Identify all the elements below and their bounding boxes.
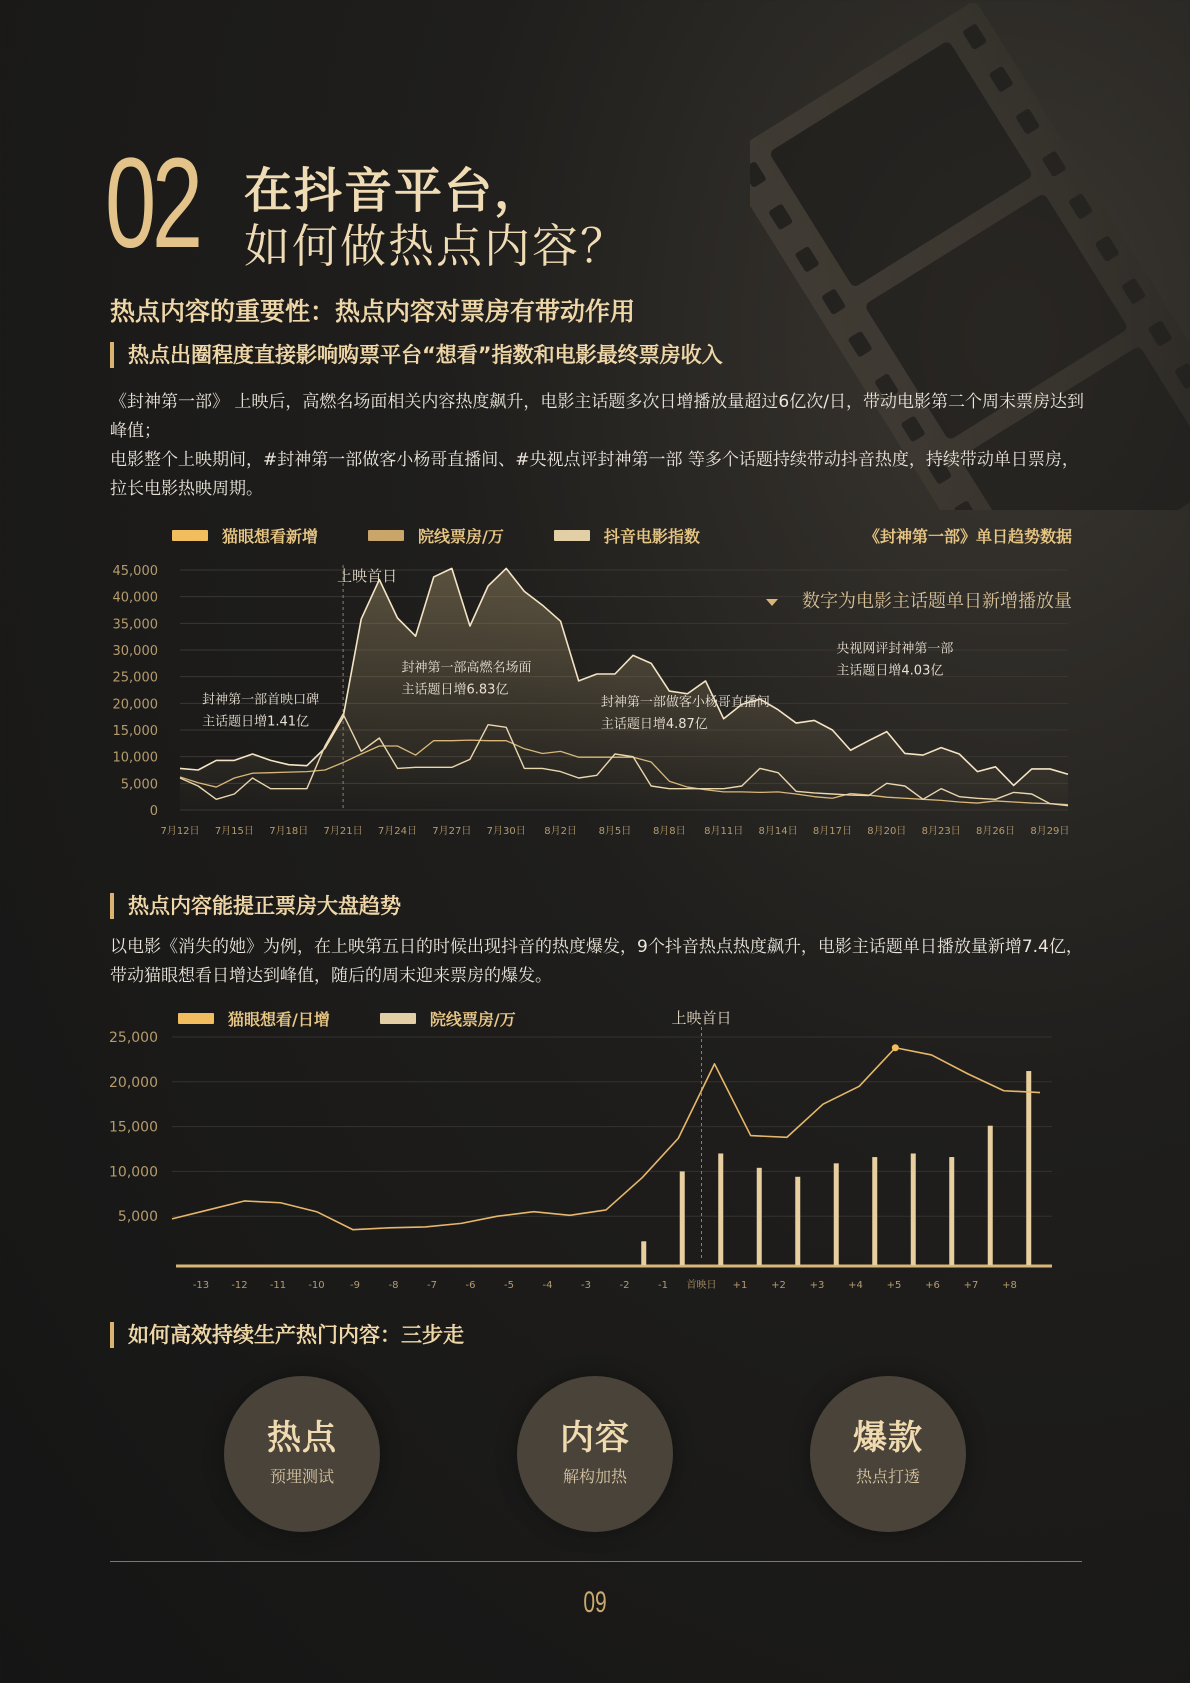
- chart2-y-tick-label: 20,000: [109, 1074, 158, 1091]
- step-title: 热点: [267, 1418, 337, 1458]
- chart2-x-tick-label: 首映日: [686, 1280, 717, 1291]
- chart1-annotation-text: 主话题日增4.03亿: [836, 663, 944, 679]
- chart2-x-tick-label: +8: [1002, 1280, 1017, 1291]
- chart2-y-tick-label: 25,000: [109, 1030, 158, 1046]
- section-title-line2: 如何做热点内容？: [244, 219, 628, 273]
- legend-swatch: [172, 530, 208, 541]
- chart1-annotation-text: 主话题日增1.41亿: [202, 714, 310, 730]
- chart2-x-tick-label: -3: [581, 1280, 591, 1291]
- chart1-x-tick-label: 7月15日: [214, 826, 254, 837]
- chart2-x-tick-label: -11: [269, 1280, 287, 1291]
- chart2-bar: [641, 1241, 646, 1265]
- chart1-y-tick-label: 15,000: [112, 724, 158, 739]
- chart1-x-tick-label: 8月2日: [544, 826, 577, 837]
- chart2-x-tick-label: -10: [308, 1280, 325, 1291]
- subheading-1: 热点出圈程度直接影响购票平台“想看”指数和电影最终票房收入: [110, 342, 723, 368]
- chart2-bar: [834, 1163, 839, 1265]
- chart1-x-tick-label: 8月23日: [921, 826, 961, 837]
- chart1-annotation-text: 主话题日增4.87亿: [600, 717, 708, 732]
- step-subtitle: 预埋测试: [269, 1467, 334, 1486]
- legend-swatch: [554, 530, 590, 541]
- chart1-x-tick-label: 8月17日: [812, 826, 852, 837]
- legend-swatch: [368, 530, 404, 541]
- chart1-release-marker-label: 上映首日: [337, 567, 398, 585]
- chart2-x-tick-label: +6: [925, 1280, 940, 1291]
- chart2-x-tick-label: +2: [771, 1280, 786, 1291]
- chart1-x-tick-label: 7月30日: [486, 826, 526, 837]
- chart1-y-tick-label: 30,000: [112, 644, 158, 659]
- step-title: 爆款: [853, 1418, 923, 1458]
- chart1-title: 《封神第一部》单日趋势数据: [863, 527, 1072, 546]
- legend-item: [368, 524, 504, 547]
- legend-item: [172, 524, 318, 547]
- legend-label: 院线票房/万: [418, 527, 504, 546]
- chart1-x-tick-label: 8月11日: [704, 826, 744, 837]
- chart2-peak-point: [892, 1044, 899, 1051]
- chart2-x-tick-label: -5: [504, 1280, 514, 1291]
- chart2-x-tick-label: -4: [542, 1280, 553, 1291]
- subheading-2: 热点内容能提正票房大盘趋势: [110, 893, 401, 919]
- chart1-svg: [0, 550, 1190, 845]
- step-circle-hit: [810, 1376, 966, 1532]
- chart1-y-tick-label: 35,000: [112, 617, 158, 633]
- chart2-x-tick-label: +5: [886, 1280, 902, 1291]
- chart1-annotation-text: 主话题日增6.83亿: [401, 682, 509, 698]
- chart1-x-tick-label: 7月27日: [432, 826, 472, 837]
- chart1-x-tick-label: 8月29日: [1030, 826, 1070, 837]
- legend-label: 猫眼想看新增: [222, 527, 319, 546]
- chart2-x-tick-label: -2: [619, 1280, 630, 1291]
- step-title: 内容: [560, 1418, 630, 1458]
- chart1-x-tick-label: 7月24日: [377, 826, 418, 837]
- chart1-y-tick-label: 0: [149, 804, 158, 819]
- chart1-y-tick-label: 5,000: [120, 777, 158, 793]
- step-circle-hotspot: [224, 1376, 380, 1532]
- chart2-x-tick-label: -6: [465, 1280, 476, 1291]
- chart1-legend: [172, 524, 750, 547]
- chart1-x-tick-label: 8月5日: [598, 826, 632, 837]
- chart2-x-tick-label: -12: [231, 1280, 248, 1291]
- chart2-svg: [0, 1005, 1190, 1300]
- chart1-annotation-text: 央视网评封神第一部: [836, 641, 954, 657]
- chart1-x-tick-label: 8月20日: [867, 826, 907, 837]
- paragraph-2: 以电影《消失的她》为例，在上映第五日的时候出现抖音的热度爆发，9个抖音热点热度飙升，电影主话题单日播放量新增7.4亿，带动猫眼想看日增达到峰值，随后的周末迎来票房的爆发。: [110, 937, 1083, 986]
- chart2-bar: [949, 1157, 954, 1265]
- chart2-y-tick-label: 5,000: [117, 1209, 158, 1226]
- chart1-y-tick-label: 45,000: [112, 564, 158, 579]
- legend-label: 猫眼想看/日增: [228, 1010, 330, 1029]
- section-number: 02: [105, 132, 199, 275]
- chart1-y-tick-label: 25,000: [112, 670, 158, 686]
- chart2-y-tick-label: 10,000: [109, 1164, 158, 1181]
- paragraph-1-line-2: 电影整个上映期间，#封神第一部做客小杨哥直播间、#央视点评封神第一部 等多个话题持续带动抖音热度，持续带动单日票房，拉长电影热映周期。: [110, 450, 1079, 499]
- chart2-x-tick-label: +4: [848, 1280, 863, 1291]
- chart2-bar: [680, 1171, 685, 1265]
- step-subtitle: 解构加热: [562, 1467, 627, 1486]
- main-heading: 热点内容的重要性：热点内容对票房有带动作用: [110, 297, 636, 326]
- section-title-line1: 在抖音平台，: [244, 163, 545, 219]
- chart2-y-tick-label: 15,000: [109, 1119, 158, 1136]
- paragraph-1: [110, 388, 1090, 504]
- chart2-bar: [795, 1177, 800, 1265]
- chart2-x-tick-label: +7: [963, 1280, 979, 1291]
- chart1-x-tick-label: 8月26日: [975, 826, 1016, 837]
- chart1-x-tick-label: 8月8日: [652, 826, 686, 837]
- chart2-series-line: [172, 1048, 1040, 1230]
- chart1-x-tick-label: 7月12日: [160, 826, 200, 837]
- chart1-annotation-text: 封神第一部高燃名场面: [401, 660, 532, 676]
- paragraph-1-line-1: 《封神第一部》 上映后，高燃名场面相关内容热度飙升，电影主话题多次日增播放量超过6亿次/日，带动电影第二个周末票房达到峰值；: [110, 392, 1084, 441]
- chart1-annotation-text: 封神第一部做客小杨哥直播间: [600, 695, 770, 710]
- chart2-x-tick-label: -8: [388, 1280, 399, 1291]
- chart2-bar: [872, 1157, 877, 1265]
- step-circle-content: [517, 1376, 673, 1532]
- chart1-note: 数字为电影主话题单日新增播放量: [802, 591, 1072, 612]
- chart1-x-tick-label: 7月18日: [269, 826, 309, 837]
- legend-item: [554, 524, 700, 547]
- chart2-bar: [757, 1168, 762, 1265]
- chart2-bar: [988, 1126, 993, 1265]
- chart2-x-tick-label: +3: [809, 1280, 825, 1291]
- legend-label: 院线票房/万: [429, 1010, 516, 1029]
- chart2-x-tick-label: -13: [192, 1280, 210, 1291]
- chart1-annotation-text: 封神第一部首映口碑: [202, 692, 320, 708]
- caret-down-icon: [766, 599, 778, 606]
- subheading-3: 如何高效持续生产热门内容：三步走: [110, 1322, 464, 1348]
- chart2-bar: [911, 1153, 916, 1265]
- chart2-x-tick-label: +1: [732, 1280, 748, 1291]
- page-number: 09: [583, 1586, 607, 1619]
- chart2-release-marker-label: 上映首日: [671, 1009, 732, 1027]
- chart1-y-tick-label: 20,000: [112, 697, 158, 713]
- chart1-x-tick-label: 7月21日: [323, 826, 363, 837]
- legend-label: 抖音电影指数: [603, 527, 700, 546]
- chart2-bar: [1026, 1071, 1031, 1265]
- chart1-y-tick-label: 10,000: [112, 750, 158, 766]
- chart2-x-tick-label: -7: [427, 1280, 437, 1291]
- chart1-x-tick-label: 8月14日: [758, 826, 798, 837]
- chart1-y-tick-label: 40,000: [112, 590, 158, 606]
- chart2-bar: [718, 1153, 723, 1265]
- chart2-x-tick-label: -1: [658, 1280, 668, 1291]
- step-subtitle: 热点打透: [855, 1467, 920, 1486]
- chart2-x-tick-label: -9: [350, 1280, 360, 1291]
- footer-divider: [110, 1561, 1082, 1562]
